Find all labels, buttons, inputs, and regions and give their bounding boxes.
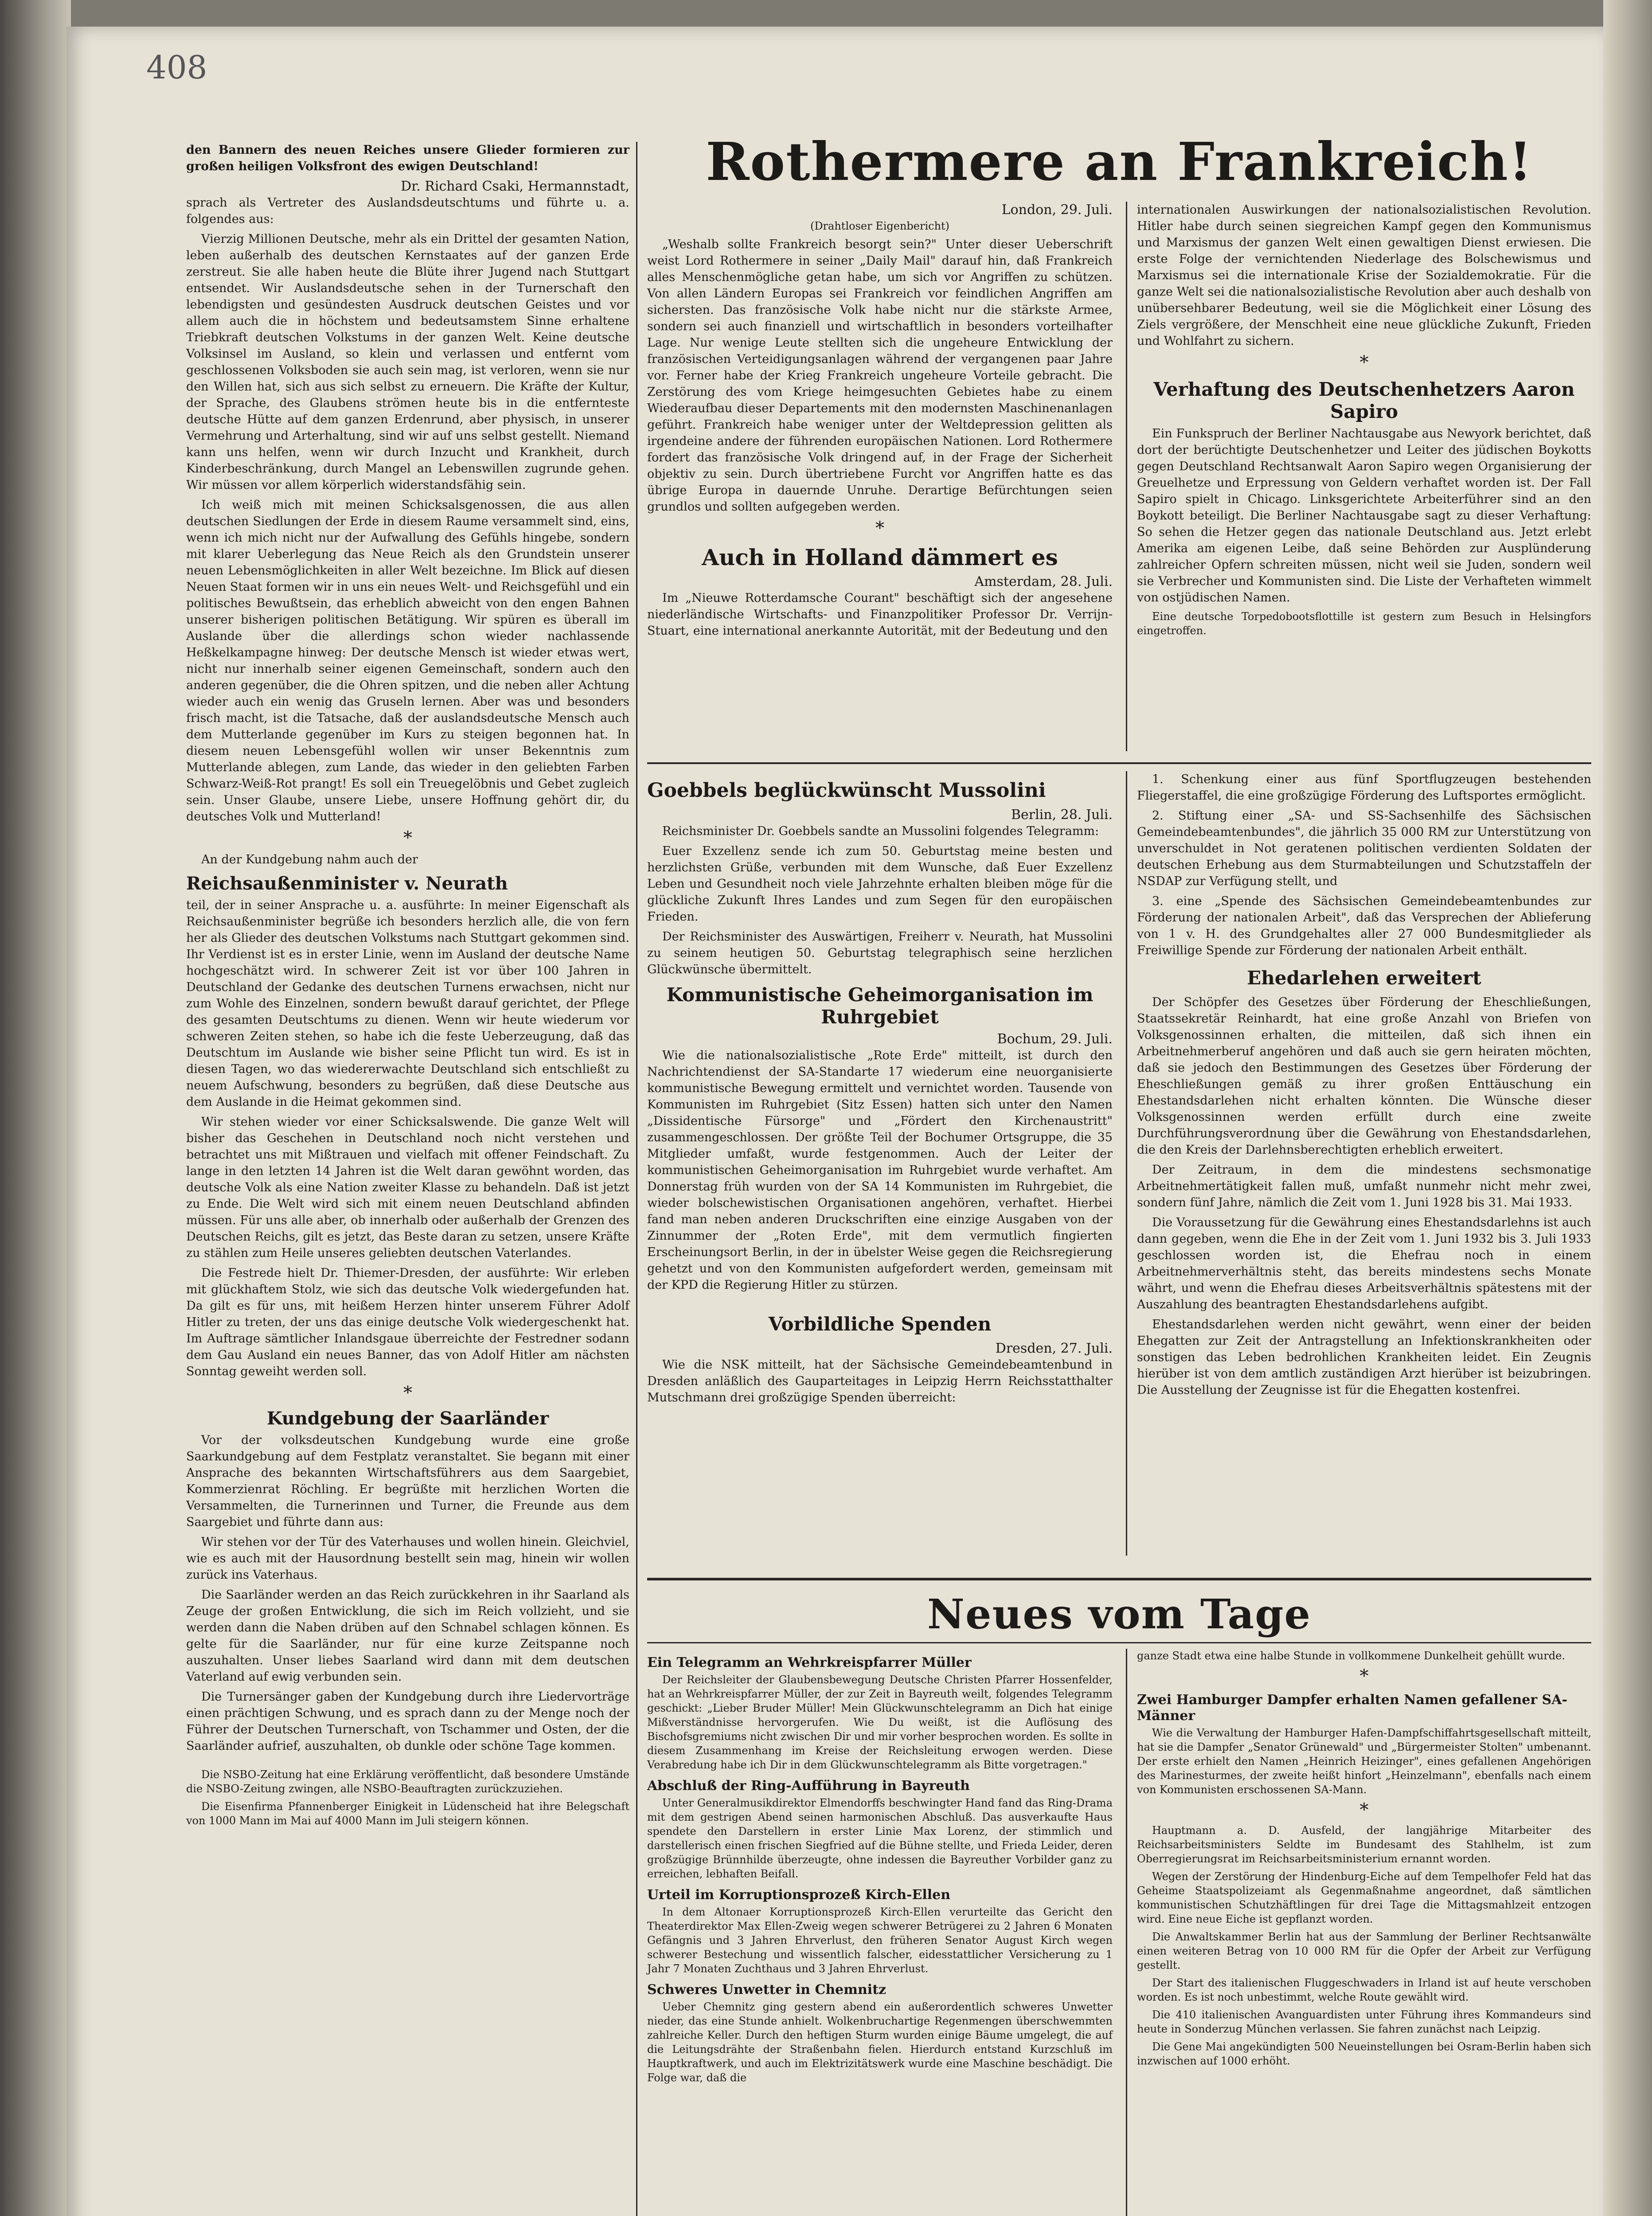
column-rule	[1126, 202, 1127, 751]
paragraph: internationalen Auswirkungen der nationalsozialistischen Revolution. Hitler habe durch seinen siegreichen Kampf gegen den Kommunismus und Marxismus der ganzen Welt einen gewaltigen Dienst erwiesen. Die erste Folge der vernichtenden Niederlage des Bolschewismus und Marxismus sei die internationale Krise der Sozialdemokratie. Für die ganze Welt sei die nationalsozialistische Revolution aber auch deshalb von unübersehbarer Bedeutung, weil sie die Möglichkeit einer Lösung des Ziels vergrößere, der Menschheit eine neue glückliche Zukunft, Frieden und Wohlfahrt zu sichern.	[1137, 203, 1591, 348]
headline-neues: Neues vom Tage	[927, 1590, 1312, 1638]
paragraph: Die Saarländer werden an das Reich zurückkehren in ihr Saarland als Zeuge der großen Entwicklung, die sich im Reich vollzieht, und sie werden dann die Naben drüben auf den Schnabel schlagen können. Es gelte für die Saarländer, nur für eine kurze Zeitspanne noch auszuhalten. Unser liebes Saarland wird dann mit dem deutschen Vaterland auf ewig verbunden sein.	[186, 1588, 629, 1684]
paragraph: Die 410 italienischen Avanguardisten unter Führung ihres Kommandeurs sind heute in Sonderzug München verlassen. Sie fahren zunächst nach Leipzig.	[1137, 2009, 1591, 2035]
paragraph: Wie die Verwaltung der Hamburger Hafen-Dampfschiffahrtsgesellschaft mitteilt, hat sie die Dampfer „Senator Grünewald" und „Bürgermeister Stolten" umbenannt. Der erste erhielt den Namen „Heinrich Heizinger", eines gefallenen Angehörigen des Marinesturmes, der zweite heißt hinfort „Heinzelmann", ebenfalls nach einem von Kommunisten erschossenen SA-Mann.	[1137, 1727, 1591, 1796]
paragraph: Die Anwaltskammer Berlin hat aus der Sammlung der Berliner Rechtsanwälte einen weiteren Betrag von 10 000 RM für die Opfer der Arbeit zur Verfügung gestellt.	[1137, 1931, 1591, 1971]
subline: (Drahtloser Eigenbericht)	[810, 220, 950, 232]
right-top-column	[1137, 202, 1591, 641]
paragraph: In dem Altonaer Korruptionsprozeß Kirch-Ellen verurteilte das Gericht den Theaterdirektor Max Ellen-Zweig wegen schwerer Betrügerei zu 2 Jahren 6 Monaten Gefängnis und 3 Jahren Ehrverlust, den früheren Senator August Kirch wegen schwerer Bestechung und wissentlich falscher, eidesstattlicher Versicherung zu 1 Jahr 7 Monaten Zuchthaus und 3 Jahren Ehrverlust.	[647, 1906, 1113, 1975]
paragraph: Der Reichsminister des Auswärtigen, Freiherr v. Neurath, hat Mussolini zu seinem heutigen 50. Geburtstag telegraphisch seine herzlichen Glückwünsche übermittelt.	[647, 930, 1113, 976]
middle-column	[647, 771, 1113, 1409]
headline-goebbels: Goebbels beglückwünscht Mussolini	[647, 779, 1046, 802]
paragraph: An der Kundgebung nahm auch der	[201, 853, 418, 866]
paragraph: Ein Funkspruch der Berliner Nachtausgabe aus Newyork berichtet, daß dort der berüchtigte Deutschenhetzer und Leiter des jüdischen Boykotts gegen Deutschland Rechtsanwalt Aaron Sapiro wegen Organisierung der Greuelhetze und Erpressung von Geldern verhaftet worden ist. Der Fall Sapiro spielt in Chicago. Linksgerichtete Arbeiterführer sind an den Boykott beteiligt. Die Berliner Nachtausgabe sagt zu dieser Verhaftung: So sehen die Hetzer gegen das nationale Deutschland aus. Jetzt erlebt Amerika am eigenen Leibe, daß seine Behörden zur Ausplünderung zahlreicher Opfern schreiten müssen, nicht weil sie Juden, sondern weil sie Verbrecher und Kommunisten sind. Die Liste der Verhafteten wimmelt von ostjüdischen Namen.	[1137, 427, 1591, 605]
paragraph: Der Zeitraum, in dem die mindestens sechsmonatige Arbeitnehmertätigkeit fallen muß, umfaßt nunmehr nicht mehr zwei, sondern fünf Jahre, nämlich die Zeit vom 1. Juni 1928 bis 31. Mai 1933.	[1137, 1163, 1591, 1209]
column-rule	[1126, 1649, 1127, 2216]
left-column	[186, 142, 629, 1831]
paragraph: Ehestandsdarlehen werden nicht gewährt, wenn einer der beiden Ehegatten zur Zeit der Antragstellung an Infektionskrankheiten oder sonstigen das Leben bedrohlichen Krankheiten leidet. Ein Zeugnis hierüber ist von dem amtlich zuständigen Arzt hierüber ist beizubringen. Die Ausstellung der Zeugnisse ist für die Ehegatten kostenfrei.	[1137, 1318, 1591, 1397]
paragraph: teil, der in seiner Ansprache u. a. ausführte: In meiner Eigenschaft als Reichsaußenminister begrüße ich besonders herzlich alle, die von fern her als Glieder des deutschen Volkstums nach Stuttgart gekommen sind. Ihr Verdienst ist es in erster Linie, wenn im Ausland der deutsche Name hochgeschätzt wird. In schwerer Zeit ist vor über 100 Jahren in Deutschland der Gedanke des deutschen Turnens erwachsen, nicht nur zum Wohle des Einzelnen, sondern bewußt darauf gerichtet, der Pflege des gesamten Deutschtums zu dienen. Wenn wir heute wiederum vor schweren Zeiten stehen, so habe ich die feste Ueberzeugung, daß das Deutschtum im Auslande wie bisher seine Pflicht tun wird. Es ist in diesen Tagen, wo das wiedererwachte Deutschland sich entschließt zu neuem Aufschwung, besonders zu begrüßen, daß diese Deutsche aus dem Auslande in die Heimat gekommen sind.	[186, 898, 629, 1109]
news-brief: Die Eisenfirma Pfannenberger Einigkeit in Lüdenscheid hat ihre Belegschaft von 1000 Mann im Mai auf 4000 Mann im Juli steigern können.	[186, 1800, 629, 1827]
paragraph: Wir stehen wieder vor einer Schicksalswende. Die ganze Welt will bisher das Geschehen in Deutschland noch nicht verstehen und betrachtet uns mit Mißtrauen und vielfach mit offener Feindschaft. Zu lange in den letzten 14 Jahren ist die Welt daran gewöhnt worden, das deutsche Volk als eine Nation zweiter Klasse zu behandeln. Daß ist jetzt zu Ende. Die Welt wird sich mit einem neuen Deutschland abfinden müssen. Für uns alle aber, ob innerhalb oder außerhalb der Grenzen des Deutschen Reichs, gilt es jetzt, das Beste daran zu setzen, unsere Kräfte zu stählen zum Heile unseres geliebten deutschen Vaterlandes.	[186, 1115, 629, 1260]
paragraph: Ueber Chemnitz ging gestern abend ein außerordentlich schweres Unwetter nieder, das eine Stunde anhielt. Wolkenbruchartige Regenmengen überschwemmten zahlreiche Keller. Durch den heftigen Sturm wurden einige Bäume umgelegt, die auf die Leitungsdrähte der Straßenbahn fielen. Hierdurch entstand Kurzschluß im Hauptkraftwerk, und auch im Elektrizitätswerk wurde eine Maschine beschädigt. Die Folge war, daß die	[647, 2001, 1113, 2084]
author: Dr. Richard Csaki, Hermannstadt,	[401, 179, 629, 194]
dateline: Bochum, 29. Juli.	[997, 1031, 1113, 1047]
neues-right-column	[1137, 1649, 1591, 2072]
page-edge	[1603, 0, 1652, 2216]
paragraph: Eine deutsche Torpedobootsflottille ist gestern zum Besuch in Helsingfors eingetroffen.	[1137, 610, 1591, 637]
horizontal-rule	[647, 762, 1591, 764]
separator-star: *	[1359, 1666, 1369, 1686]
headline-ehedarlehen: Ehedarlehen erweitert	[1247, 967, 1481, 989]
paragraph: Hauptmann a. D. Ausfeld, der langjährige Mitarbeiter des Reichsarbeitsministers Seldte im Bundesamt des Stahlhelm, ist zum Oberregierungsrat im Reichsarbeitsministerium ernannt worden.	[1137, 1824, 1591, 1865]
headline-holland: Auch in Holland dämmert es	[702, 544, 1058, 570]
paragraph: Der Schöpfer des Gesetzes über Förderung der Eheschließungen, Staatssekretär Reinhardt, hat eine große Anzahl von Briefen von Volksgenossinnen erhalten, die mitteilen, daß sich ihnen ein Arbeitnehmerberuf angehören und daß auch sie gern heiraten möchten, daß sie jedoch den Bestimmungen des Gesetzes über Förderung der Eheschließungen gemäß zu ihrer großen Enttäuschung ein Ehestandsdarlehen nicht erhalten könnten. Die Wünsche dieser Volksgenossinnen werden erfüllt durch eine zweite Durchführungsverordnung über die Gewährung von Ehestandsdarlehen, die den Kreis der Darlehnsberechtigten erheblich erweitert.	[1137, 995, 1591, 1157]
paragraph: ganze Stadt etwa eine halbe Stunde in vollkommene Dunkelheit gehüllt wurde.	[1137, 1650, 1566, 1662]
right-middle-column	[1137, 771, 1591, 1402]
paragraph: Wegen der Zerstörung der Hindenburg-Eiche auf dem Tempelhofer Feld hat das Geheime Staatspolizeiamt als Gegenmaßnahme angeordnet, daß sämtlichen kommunistischen Schutzhäftlingen für drei Tage die Mittagsmahlzeit entzogen wird. Eine neue Eiche ist gepflanzt worden.	[1137, 1870, 1591, 1925]
dateline: Berlin, 28. Juli.	[1011, 807, 1113, 823]
paragraph: Im „Nieuwe Rotterdamsche Courant" beschäftigt sich der angesehene niederländische Wirtschafts- und Finanzpolitiker Professor Dr. Verrijn-Stuart, eine international anerkannte Autorität, mit der Bedeutung und den	[647, 591, 1113, 638]
paragraph: „Weshalb sollte Frankreich besorgt sein?" Unter dieser Ueberschrift weist Lord Rothermere in seiner „Daily Mail" darauf hin, daß Frankreich alles Menschenmögliche getan habe, um sich vor Angriffen zu schützen. Von allen Ländern Europas sei Frankreich vor feindlichen Angriffen am sichersten. Das französische Volk habe nicht nur die stärkste Armee, sondern sei auch finanziell und wirtschaftlich in besonders vorteilhafter Lage. Nur wenige Leute stellten sich die ungeheure Entwicklung der französischen Verteidigungsanlagen während der vergangenen paar Jahre vor. Ferner habe der Krieg Frankreich ungeheure Vorteile gebracht. Die Zerstörung des vom Kriege heimgesuchten Gebietes habe zu einem Wiederaufbau dieser Departements mit den modernsten Maschinenanlagen geführt. Frankreich habe weniger unter der Weltdepression gelitten als irgendeine andere der führenden europäischen Nationen. Lord Rothermere fordert das französische Volk dringend auf, in der Frage der Sicherheit objektiv zu sein. Durch übertriebene Furcht vor Angriffen hatte es das übrige Europa in dauernde Unruhe. Derartige Befürchtungen seien grundlos und sollten aufgegeben werden.	[647, 238, 1113, 514]
book-spine	[0, 0, 71, 2216]
paragraph: Wie die nationalsozialistische „Rote Erde" mitteilt, ist durch den Nachrichtendienst der SA-Standarte 17 wiederum eine neuorganisierte kommunistische Bewegung ermittelt und vernichtet worden. Tausende von Kommunisten im Ruhrgebiet (Sitz Essen) hatten sich unter den Namen „Dissidentische Fürsorge" und „Fördert den Kirchenaustritt" zusammengeschlossen. Der größte Teil der Bochumer Ortsgruppe, die 35 Mitglieder umfaßt, wurde festgenommen. Auch der Leiter der kommunistischen Geheimorganisation im Ruhrgebiet wurde verhaftet. Am Donnerstag früh wurden von der SA 14 Kommunisten im Ruhrgebiet, die wieder bolschewistischen Organisationen angehören, verhaftet. Hierbei fand man neben anderen Druckschriften eine einzige Ausgaben von der Zinnummer der „Roten Erde", mit dem vermutlich fingierten Erscheinungsort Berlin, in der in übelster Weise gegen die Reichsregierung gehetzt und von den Kommunisten aufgefordert werden, gemeinsam mit der KPD die Regierung Hitler zu stürzen.	[647, 1049, 1113, 1292]
subhead: Zwei Hamburger Dampfer erhalten Namen gefallener SA-Männer	[1137, 1692, 1568, 1724]
rothermere-column	[647, 202, 1113, 643]
headline-kommunist: Kommunistische Geheimorganisation im Ruhrgebiet	[666, 984, 1094, 1028]
horizontal-rule	[647, 1578, 1591, 1580]
list-item: 3. eine „Spende des Sächsischen Gemeindebeamtenbundes zur Förderung der nationalen Arbeit", daß das Versprechen der Ablieferung von 1 v. H. des Grundgehaltes aller 27 000 Bundesmitglieder als Freiwillige Spende zur Förderung der nationalen Arbeit enthält.	[1137, 894, 1591, 957]
paragraph: Reichsminister Dr. Goebbels sandte an Mussolini folgendes Telegramm:	[662, 824, 1099, 838]
paragraph: sprach als Vertreter des Auslandsdeutschtums und führte u. a. folgendes aus:	[186, 196, 629, 226]
separator-star: *	[1359, 352, 1369, 373]
paragraph: den Bannern des neuen Reiches unsere Glieder formieren zur großen heiligen Volksfront des ewigen Deutschland!	[186, 143, 629, 173]
subhead: Urteil im Korruptionsprozeß Kirch-Ellen	[647, 1887, 951, 1903]
neues-left-column	[647, 1649, 1113, 2088]
separator-star: *	[403, 1383, 412, 1403]
subhead: Abschluß der Ring-Aufführung in Bayreuth	[647, 1778, 970, 1794]
headline-sapiro: Verhaftung des Deutschenhetzers Aaron Sapiro	[1153, 378, 1575, 422]
list-item: 1. Schenkung einer aus fünf Sportflugzeugen bestehenden Fliegerstaffel, die eine großzügige Förderung des Luftsportes ermöglicht.	[1137, 772, 1591, 803]
headline-neurath: Reichsaußenminister v. Neurath	[186, 873, 508, 894]
paragraph: Der Start des italienischen Fluggeschwaders in Irland ist auf heute verschoben worden. Es ist noch unbestimmt, welche Route gewählt wird.	[1137, 1977, 1591, 2003]
subhead: Schweres Unwetter in Chemnitz	[647, 1982, 887, 1998]
paragraph: Der Reichsleiter der Glaubensbewegung Deutsche Christen Pfarrer Hossenfelder, hat an Wehrkreispfarrer Müller, der zur Zeit in Bayreuth weilt, folgendes Telegramm geschickt: „Lieber Bruder Müller! Mein Glückwunschtelegramm an Dich hat einige Mißverständnisse hervorgerufen. Wie Du weißt, ist die Auflösung des Bischofsgremiums nicht zwischen Dir und mir vorher besprochen worden. Es sollte in diesem Zusammenhang im Kreise der Reichsleitung erwogen werden. Diese Verabredung habe ich Dir in dem Glückwunschtelegramm als Bitte vorgetragen."	[647, 1674, 1113, 1771]
headline-saar: Kundgebung der Saarländer	[266, 1408, 549, 1429]
paragraph: Wie die NSK mitteilt, hat der Sächsische Gemeindebeamtenbund in Dresden anläßlich des Gauparteitages in Leipzig Herrn Reichsstatthalter Mutschmann drei großzügige Spenden überreicht:	[647, 1358, 1113, 1405]
dateline: Dresden, 27. Juli.	[995, 1341, 1113, 1356]
dateline: Amsterdam, 28. Juli.	[974, 574, 1113, 589]
separator-star: *	[875, 518, 884, 538]
column-rule	[636, 142, 637, 2216]
paragraph: Unter Generalmusikdirektor Elmendorffs beschwingter Hand fand das Ring-Drama mit dem gestrigen Abend seinen harmonischen Abschluß. Das ausverkaufte Haus spendete den Darstellern in erster Linie Max Lorenz, der stimmlich und darstellerisch einen frischen Siegfried auf die Bühne stellte, und Frieda Leider, deren großzügige Brünnhilde überzeugte, ohne indessen die Bayreuther Vorbilder ganz zu erreichen, lebhaften Beifall.	[647, 1797, 1113, 1880]
separator-star: *	[1359, 1800, 1369, 1820]
list-item: 2. Stiftung einer „SA- und SS-Sachsenhilfe des Sächsischen Gemeindebeamtenbundes", die jährlich 35 000 RM zur Unterstützung von unverschuldet in Not geratenen politischen verdienten Soldaten der deutschen Erhebung aus dem Sturmabteilungen und Schutzstaffeln der NSDAP zur Verfügung stellt, und	[1137, 809, 1591, 888]
news-brief: Die NSBO-Zeitung hat eine Erklärung veröffentlicht, daß besondere Umstände die NSBO-Zeitung zwingen, alle NSBO-Beauftragten zurückzuziehen.	[186, 1768, 629, 1795]
column-rule	[1126, 771, 1127, 1556]
paragraph: Die Festrede hielt Dr. Thiemer-Dresden, der ausführte: Wir erleben mit glückhaftem Stolz, wie sich das deutsche Volk wiedergefunden hat. Da gilt es für uns, mit heißem Herzen hinter unserem Führer Adolf Hitler zu treten, der uns das einige deutsche Volk wiedergeschenkt hat. Im Auftrage sämtlicher Inlandsgaue überreichte der Festredner sodann dem Gau Ausland ein neues Banner, das von Adolf Hitler am nächsten Sonntag geweiht werden soll.	[186, 1266, 629, 1378]
paragraph: Die Gene Mai angekündigten 500 Neueinstellungen bei Osram-Berlin haben sich inzwischen auf 1000 erhöht.	[1137, 2040, 1591, 2067]
paragraph: Vor der volksdeutschen Kundgebung wurde eine große Saarkundgebung auf dem Festplatz veranstaltet. Sie begann mit einer Ansprache des bekannten Wirtschaftsführers aus dem Saargebiet, Kommerzienrat Röchling. Er begrüßte mit herzlichen Worten die Versammelten, die Turnerinnen und Turner, die Freunde aus dem Saargebiet und führte dann aus:	[186, 1433, 629, 1529]
paragraph: Die Voraussetzung für die Gewährung eines Ehestandsdarlehns ist auch dann gegeben, wenn die Ehe in der Zeit vom 1. Juni 1932 bis 3. Juli 1933 geschlossen worden ist, die Ehefrau noch in einem Arbeitnehmerverhältnis steht, das bereits mindestens sechs Monate währt, und wenn die Ehefrau dieses Arbeitsverhältnis spätestens mit der Auszahlung des beantragten Ehestandsdarlehens aufgibt.	[1137, 1216, 1591, 1311]
paragraph: Wir stehen vor der Tür des Vaterhauses und wollen hinein. Gleichviel, wie es auch mit der Hausordnung bestellt sein mag, hinein wir wollen zurück ins Vaterhaus.	[186, 1535, 629, 1582]
paragraph: Ich weiß mich mit meinen Schicksalsgenossen, die aus allen deutschen Siedlungen der Erde in diesem Raume versammelt sind, eins, wenn ich mich nicht nur der Aufwallung des Gefühls hingebe, sondern mit klarer Ueberlegung das Neue Reich als den Grundstein unserer neuen Lebensmöglichkeiten in aller Welt bezeichne. Im Blick auf diesen Neuen Staat formen wir in uns ein neues Welt- und Reichsgefühl und ein politisches Bewußtsein, das erheblich abweicht von den engen Bahnen unserer bisherigen politischen Betätigung. Wir spüren es überall im Auslande über die allerdings schon wieder nachlassende Heßkelkampagne hinweg: Der deutsche Mensch ist wieder etwas wert, nicht nur innerhalb seiner eigenen Gemeinschaft, sondern auch den anderen gegenüber, die die Ohren spitzen, und die neben aller Achtung wieder auch ein wenig das Gruseln lernen. Aber was und besonders frisch macht, ist die Tatsache, daß der auslandsdeutsche Mensch auch dem Mutterlande gegenüber im Kurs zu steigen begonnen hat. In diesem neuen Lebensgefühl wollen wir unser Bekenntnis zum Mutterlande ablegen, zum Lande, das wieder in den geliebten Farben Schwarz-Weiß-Rot prangt! Es soll ein Treuegelöbnis und Gebet zugleich sein. Unser Glaube, unsere Liebe, unsere Hoffnung gehört dir, du deutsches Volk und Mutterland!	[186, 498, 630, 823]
main-headline: Rothermere an Frankreich!	[706, 131, 1533, 192]
paragraph: Vierzig Millionen Deutsche, mehr als ein Drittel der gesamten Nation, leben außerhalb des deutschen Kernstaates auf der ganzen Erde zerstreut. Sie alle haben heute die Blüte ihrer Jugend nach Stuttgart entsendet. Wir Auslandsdeutsche sehen in der Turnerschaft den lebendigsten und gesündesten Ausdruck deutschen Geistes und vor allem auch die in höchstem und bedeutsamstem Sinne erhaltene Triebkraft deutschen Volkstums in der ganzen Welt. Keine deutsche Volksinsel im Ausland, so klein und verlassen und entfernt vom geschlossenen Volksboden sie auch sein mag, ist verloren, wenn sie nur den Willen hat, sich aus sich selbst zu erneuern. Die Kräfte der Kultur, der Sprache, des Glaubens strömen heute bis in die entfernteste deutsche Hütte auf dem ganzen Erdenrund, aber physisch, in unserer Vermehrung und Arterhaltung, sind wir auf uns selbst gestellt. Niemand kann uns helfen, wenn wir durch Inzucht und Krankheit, durch Kinderbeschränkung, durch Mangel an Lebenswillen zugrunde gehen. Wir müssen vor allem körperlich widerstandsfähig sein.	[186, 232, 629, 492]
subhead: Ein Telegramm an Wehrkreispfarrer Müller	[647, 1655, 972, 1670]
horizontal-rule	[647, 1642, 1591, 1643]
dateline: London, 29. Juli.	[1001, 202, 1113, 218]
separator-star: *	[403, 828, 412, 848]
paragraph: Die Turnersänger gaben der Kundgebung durch ihre Liedervorträge einen prächtigen Schwung, und es sprach dann zu der Menge noch der Führer der Deutschen Turnerschaft, von Tschammer und Osten, der die Saarländer aufrief, auszuhalten, ob dunkle oder schöne Tage kommen.	[186, 1690, 629, 1753]
headline-spenden: Vorbildliche Spenden	[768, 1313, 992, 1335]
page-number: 408	[146, 49, 207, 86]
paragraph: Euer Exzellenz sende ich zum 50. Geburtstag meine besten und herzlichsten Grüße, verbunden mit dem Wunsche, daß Euer Exzellenz Leben und Gesundheit noch viele Jahrzehnte erhalten bleiben möge für die glückliche Zukunft Ihres Landes und zum Segen für den europäischen Frieden.	[647, 844, 1113, 924]
